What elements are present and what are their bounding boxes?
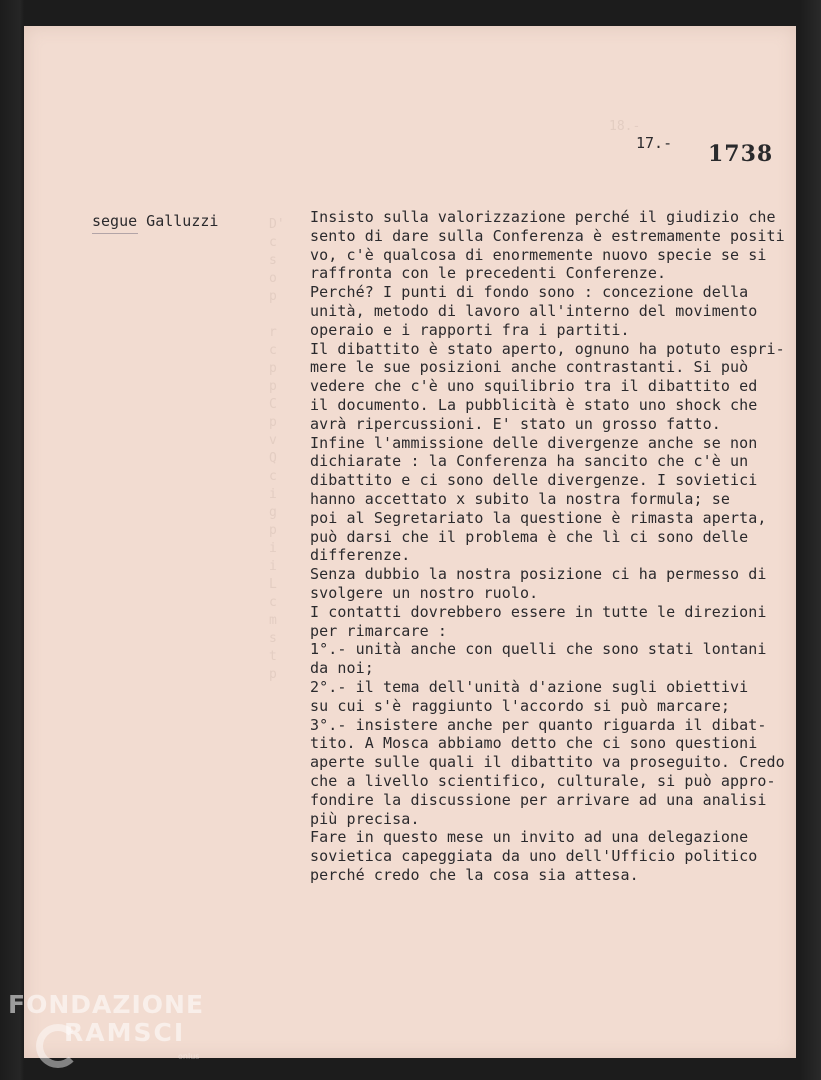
page-number: 17.- xyxy=(636,134,673,152)
show-through-text: 18.- xyxy=(609,119,641,134)
text-line: Infine l'ammissione delle divergenze anche se non xyxy=(310,433,758,452)
text-line: aperte sulle quali il dibattito va proseguito. Credo xyxy=(310,753,785,772)
show-through-text: D' c s o p r c p p C p v Q c i g p i i L c m s t p xyxy=(269,217,285,682)
stamp-number: 1738 xyxy=(708,141,774,167)
text-line: tito. A Mosca abbiamo detto che ci sono questioni xyxy=(310,734,758,753)
text-line: mere le sue posizioni anche contrastanti. Si può xyxy=(310,358,749,377)
speaker-label: segue Galluzzi xyxy=(92,212,219,230)
text-line: dibattito e ci sono delle divergenze. I sovietici xyxy=(310,471,758,490)
text-line: svolgere un nostro ruolo. xyxy=(310,583,539,602)
text-line: 3°.- insistere anche per quanto riguarda il dibat- xyxy=(310,715,767,734)
text-line: Insisto sulla valorizzazione perché il giudizio che xyxy=(310,208,776,226)
text-line: hanno accettato x subito la nostra formula; se xyxy=(310,489,731,508)
text-line: avrà ripercussioni. E' stato un grosso fatto. xyxy=(310,414,721,433)
watermark-small: onlus xyxy=(178,1052,200,1061)
text-line: dichiarate : la Conferenza ha sancito che c'è un xyxy=(310,452,749,471)
text-line: operaio e i rapporti fra i partiti. xyxy=(310,320,630,339)
text-line: raffronta con le precedenti Conferenze. xyxy=(310,264,667,283)
text-line: 1°.- unità anche con quelli che sono stati lontani xyxy=(310,640,767,659)
text-line: può darsi che il problema è che lì ci sono delle xyxy=(310,527,749,546)
watermark-line2: RAMSCI xyxy=(64,1018,186,1047)
text-line: il documento. La pubblicità è stato uno shock che xyxy=(310,395,758,414)
underline-mark xyxy=(92,233,138,234)
text-line: poi al Segretariato la questione è rimasta aperta, xyxy=(310,508,767,527)
text-line: Perché? I punti di fondo sono : concezione della xyxy=(310,283,749,302)
text-line: più precisa. xyxy=(310,809,420,828)
text-line: differenze. xyxy=(310,546,411,565)
text-line: 2°.- il tema dell'unità d'azione sugli obiettivi xyxy=(310,677,749,696)
text-line: I contatti dovrebbero essere in tutte le direzioni xyxy=(310,602,767,621)
text-line: vo, c'è qualcosa di enormemente nuovo specie se si xyxy=(310,245,767,264)
watermark xyxy=(8,991,204,1047)
watermark-line1: FONDAZIONE xyxy=(8,990,205,1019)
text-line: Il dibattito è stato aperto, ognuno ha potuto espri- xyxy=(310,339,785,358)
text-line: sovietica capeggiata da uno dell'Ufficio politico xyxy=(310,847,758,866)
text-line: perché credo che la cosa sia attesa. xyxy=(310,865,639,884)
text-line: su cui s'è raggiunto l'accordo si può marcare; xyxy=(310,696,731,715)
text-line: fondire la discussione per arrivare ad una analisi xyxy=(310,790,767,809)
text-line: da noi; xyxy=(310,659,374,678)
text-line: che a livello scientifico, culturale, si può appro- xyxy=(310,771,776,790)
speech-body xyxy=(310,208,796,885)
text-line: per rimarcare : xyxy=(310,621,447,640)
text-line: unità, metodo di lavoro all'interno del movimento xyxy=(310,301,758,320)
text-line: vedere che c'è uno squilibrio tra il dibattito ed xyxy=(310,377,758,396)
text-line: Fare in questo mese un invito ad una delegazione xyxy=(310,828,749,847)
text-line: sento di dare sulla Conferenza è estremamente positi xyxy=(310,226,785,245)
text-line: Senza dubbio la nostra posizione ci ha permesso di xyxy=(310,565,767,584)
